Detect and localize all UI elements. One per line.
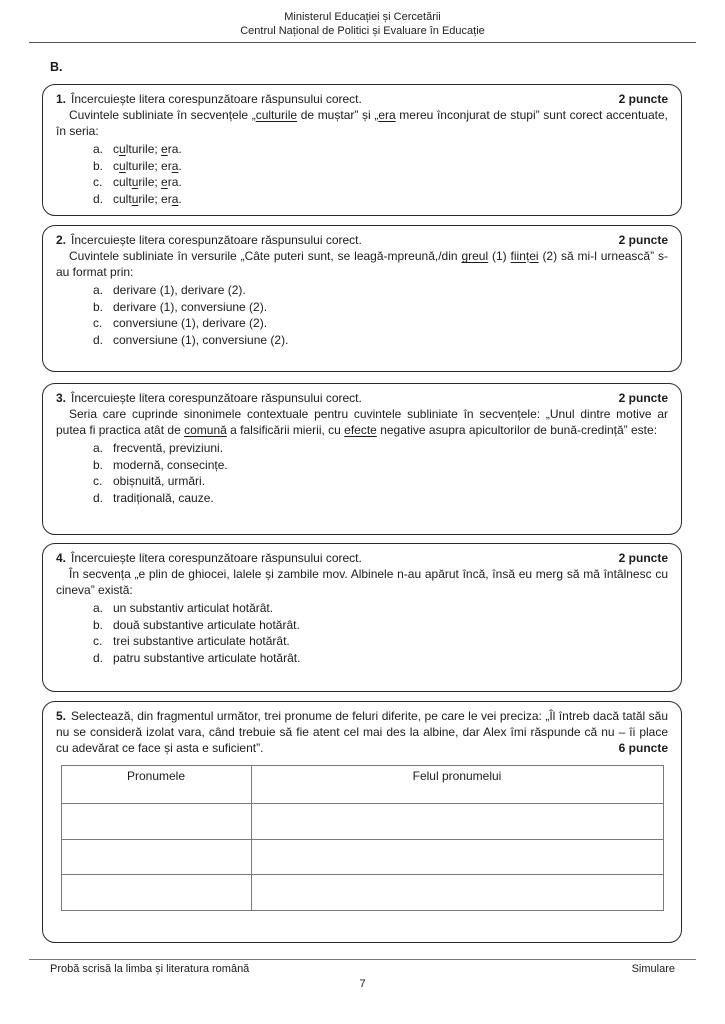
option-text: culturile; era. [113,191,182,206]
option-letter: c. [93,474,103,488]
option-letter: c. [93,175,103,189]
question-1-prompt: Încercuiește litera corespunzătoare răspunsului corect. [71,92,362,106]
question-5-body: Selectează, din fragmentul următor, trei pronume de feluri diferite, pe care le vei preciza: „Îl întreb dacă tatăl său nu se consideră izolat vara, când trebuie să fie atent cel mai des la albine, dar Alex îmi răspunde că nu – îi place cu adevărat ce face și asta e suficient”. [56,709,668,755]
option-letter: b. [93,158,104,173]
option-text: tradițională, cauze. [113,490,214,505]
ministry-header-line2: Centrul Național de Politici și Evaluare în Educație [240,24,485,37]
section-label: B. [50,60,63,74]
pronoun-cell-empty[interactable] [61,804,251,840]
question-2-number: 2. [56,233,67,247]
table-header-row [61,766,663,804]
question-1-option-d [93,191,668,208]
table-row [61,804,663,840]
col-header-pronoun: Pronumele [61,766,251,804]
option-letter: d. [93,191,104,206]
header-rule [29,42,696,43]
question-4-points: 2 puncte [618,551,668,565]
question-5-box [42,701,682,943]
option-text: trei substantive articulate hotărât. [113,634,290,648]
option-letter: d. [93,650,104,665]
question-2-head [56,232,668,248]
question-3-option-b [93,457,668,474]
question-3-head [56,390,668,406]
question-1-options [93,141,668,207]
option-text: derivare (1), conversiune (2). [113,299,268,314]
question-1-points: 2 puncte [618,92,668,106]
option-letter: a. [93,601,104,615]
ministry-header [0,0,725,38]
pronoun-cell-empty[interactable] [61,875,251,911]
option-text: conversiune (1), derivare (2). [113,316,268,330]
footer-right: Simulare [631,963,675,975]
pronoun-cell-empty[interactable] [61,839,251,875]
option-letter: a. [93,283,104,297]
option-text: culturile; era. [113,158,182,173]
question-1-head [56,91,668,107]
question-3-option-a [93,440,668,457]
question-2-text: Cuvintele subliniate în versurile „Câte puteri sunt, se leagă-mpreună,/din greul (1) ființei (2) să mi-l urnească” s-au format prin: [56,249,668,279]
question-2-option-c [93,315,668,332]
question-1-box [42,84,682,216]
option-letter: c. [93,634,103,648]
table-row [61,875,663,911]
question-3-box [42,383,682,535]
question-2-box [42,225,682,372]
option-letter: a. [93,142,104,156]
pronoun-type-cell-empty[interactable] [251,804,663,840]
question-1-option-a [93,141,668,158]
question-4-prompt: Încercuiește litera corespunzătoare răspunsului corect. [71,551,362,565]
question-4-option-c [93,633,668,650]
option-letter: c. [93,316,103,330]
option-letter: a. [93,441,104,455]
option-letter: b. [93,457,104,472]
question-3-text: Seria care cuprinde sinonimele contextuale pentru cuvintele subliniate în secvențele: „Unul dintre motive ar putea fi practica atât de comună a falsificării mierii, cu efecte negative asupra apicultorilor de bună-credință” este: [56,407,668,437]
pronoun-type-cell-empty[interactable] [251,839,663,875]
question-3-option-d [93,490,668,507]
question-4-option-a [93,600,668,617]
question-4-options [93,600,668,666]
question-5-text [56,708,668,756]
question-2-points: 2 puncte [618,233,668,247]
question-4-number: 4. [56,551,67,565]
option-text: obișnuită, urmări. [113,474,206,488]
question-4-text: În secvența „e plin de ghiocei, lalele și zambile mov. Albinele n-au apărut încă, însă eu merg să mă întâlnesc cu cineva” există: [56,567,668,597]
option-text: conversiune (1), conversiune (2). [113,332,289,347]
question-5-number: 5. [56,709,67,723]
question-4-head [56,550,668,566]
question-3-option-c [93,473,668,490]
table-row [61,839,663,875]
question-3-prompt: Încercuiește litera corespunzătoare răspunsului corect. [71,391,362,405]
question-3-options [93,440,668,506]
question-2-option-a [93,282,668,299]
option-text: culturile; era. [113,175,182,189]
question-3-number: 3. [56,391,67,405]
question-3-points: 2 puncte [618,391,668,405]
answers-table [61,765,664,911]
ministry-header-line1: Ministerul Educației și Cercetării [284,11,441,23]
option-text: patru substantive articulate hotărât. [113,650,301,665]
question-1-option-b [93,158,668,175]
option-text: frecventă, previziuni. [113,441,224,455]
questions-area [42,84,682,943]
pronoun-type-cell-empty[interactable] [251,875,663,911]
option-text: modernă, consecințe. [113,457,228,472]
question-4-option-b [93,617,668,634]
option-text: derivare (1), derivare (2). [113,283,246,297]
question-5-points: 6 puncte [618,741,668,755]
question-4-option-d [93,650,668,667]
page-footer [29,959,696,990]
question-1-text: Cuvintele subliniate în secvențele „culturile de muștar” și „era mereu înconjurat de stupi” sunt corect accentuate, în seria: [56,108,668,138]
page-number: 7 [359,978,366,990]
option-letter: d. [93,332,104,347]
option-letter: d. [93,490,104,505]
question-2-option-b [93,299,668,316]
question-1-number: 1. [56,92,67,106]
question-2-prompt: Încercuiește litera corespunzătoare răspunsului corect. [71,233,362,247]
question-2-options [93,282,668,348]
option-text: culturile; era. [113,142,182,156]
option-letter: b. [93,617,104,632]
footer-left: Probă scrisă la limba și literatura română [50,963,250,975]
option-letter: b. [93,299,104,314]
option-text: un substantiv articulat hotărât. [113,601,274,615]
question-4-box [42,543,682,692]
col-header-pronoun-type: Felul pronumelui [251,766,663,804]
question-2-option-d [93,332,668,349]
question-1-option-c [93,174,668,191]
option-text: două substantive articulate hotărât. [113,617,300,632]
